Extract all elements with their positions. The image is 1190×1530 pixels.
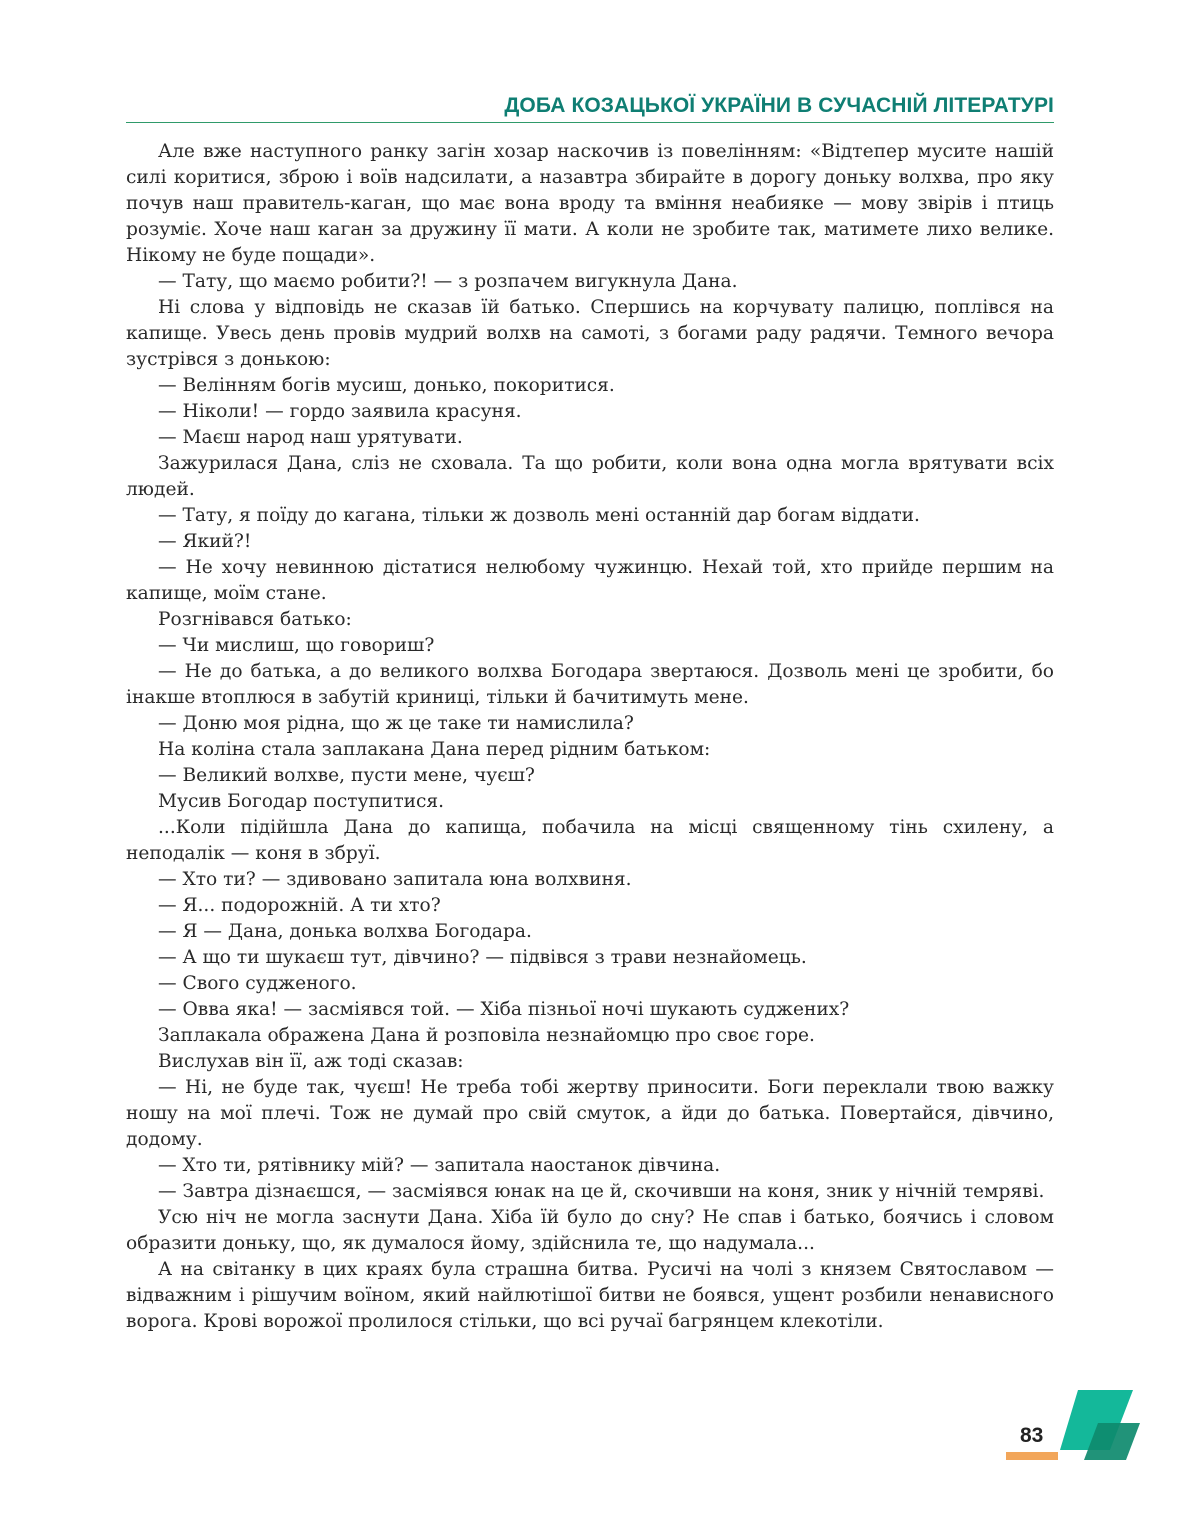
paragraph: — Я — Дана, донька волхва Богодара.: [158, 921, 532, 942]
paragraph: — Який?!: [158, 531, 252, 552]
paragraph: — Не до батька, а до великого волхва Богодара звертаюся. Дозволь мені це зробити, бо інакше втоплюся в забутій криниці, тільки й бачитимуть мене.: [126, 661, 1054, 708]
paragraph: — Ніколи! — гордо заявила красуня.: [158, 401, 522, 422]
paragraph: — Овва яка! — засміявся той. — Хіба пізньої ночі шукають суджених?: [158, 999, 850, 1020]
running-header-title: ДОБА КОЗАЦЬКОЇ УКРАЇНИ В СУЧАСНІЙ ЛІТЕРАТУРІ: [504, 94, 1054, 117]
paragraph: Зажурилася Дана, сліз не сховала. Та що робити, коли вона одна могла врятувати всіх людей.: [126, 453, 1054, 500]
paragraph: Але вже наступного ранку загін хозар наскочив із повелінням: «Відтепер мусите нашій силі коритися, зброю і воїв надсилати, а назавтра збирайте в дорогу доньку волхва, про яку почув наш правитель-каган, що має вона вроду та вміння неабияке — мову звірів і птиць розуміє. Хоче наш каган за дружину її мати. А коли не зробите так, матимете лихо велике. Нікому не буде пощади».: [126, 141, 1054, 266]
paragraph: — Тату, я поїду до кагана, тільки ж дозволь мені останній дар богам віддати.: [158, 505, 920, 526]
corner-decoration-icon: [1056, 1385, 1146, 1470]
paragraph: — Маєш народ наш урятувати.: [158, 427, 463, 448]
header-divider: [126, 122, 1054, 123]
paragraph: На коліна стала заплакана Дана перед рідним батьком:: [158, 739, 711, 760]
paragraph: Ні слова у відповідь не сказав їй батько. Спершись на корчувату палицю, поплівся на капище. Увесь день провів мудрий волхв на самоті, з богами раду радячи. Темного вечора зустрівся з донькою:: [126, 297, 1054, 370]
paragraph: — Великий волхве, пусти мене, чуєш?: [158, 765, 535, 786]
paragraph: — Я... подорожній. А ти хто?: [158, 895, 441, 916]
paragraph: — Не хочу невинною дістатися нелюбому чужинцю. Нехай той, хто прийде першим на капище, моїм стане.: [126, 557, 1054, 604]
paragraph: — Свого судженого.: [158, 973, 357, 994]
paragraph: Мусив Богодар поступитися.: [158, 791, 445, 812]
paragraph: Розгнівався батько:: [158, 609, 352, 630]
page-number-underline: [1006, 1452, 1058, 1460]
paragraph: — Тату, що маємо робити?! — з розпачем вигукнула Дана.: [158, 271, 738, 292]
paragraph: — Доню моя рідна, що ж це таке ти намислила?: [158, 713, 634, 734]
paragraph: Вислухав він її, аж тоді сказав:: [158, 1051, 464, 1072]
paragraph: — Чи мислиш, що говориш?: [158, 635, 435, 656]
paragraph: — Завтра дізнаєшся, — засміявся юнак на це й, скочивши на коня, зник у нічній темряві.: [158, 1181, 1045, 1202]
paragraph: Усю ніч не могла заснути Дана. Хіба їй було до сну? Не спав і батько, боячись і словом образити доньку, що, як думалося йому, здійснила те, що надумала...: [126, 1207, 1054, 1254]
paragraph: — А що ти шукаєш тут, дівчино? — підвівся з трави незнайомець.: [158, 947, 807, 968]
page-number: 83: [1020, 1424, 1044, 1447]
paragraph: — Велінням богів мусиш, донько, покоритися.: [158, 375, 615, 396]
main-text: [126, 139, 1054, 1335]
paragraph: — Хто ти? — здивовано запитала юна волхвиня.: [158, 869, 632, 890]
paragraph: А на світанку в цих краях була страшна битва. Русичі на чолі з князем Святославом — відважним і рішучим воїном, який найлютішої битви не боявся, ущент розбили ненависного ворога. Крові ворожої пролилося стільки, що всі ручаї багрянцем клекотіли.: [126, 1259, 1054, 1332]
paragraph: — Ні, не буде так, чуєш! Не треба тобі жертву приносити. Боги переклали твою важку ношу на мої плечі. Тож не думай про свій смуток, а йди до батька. Повертайся, дівчино, додому.: [126, 1077, 1054, 1150]
paragraph: Заплакала ображена Дана й розповіла незнайомцю про своє горе.: [158, 1025, 815, 1046]
paragraph: — Хто ти, рятівнику мій? — запитала наостанок дівчина.: [158, 1155, 721, 1176]
paragraph: ...Коли підійшла Дана до капища, побачила на місці священному тінь схилену, а неподалік — коня в збруї.: [126, 817, 1054, 864]
